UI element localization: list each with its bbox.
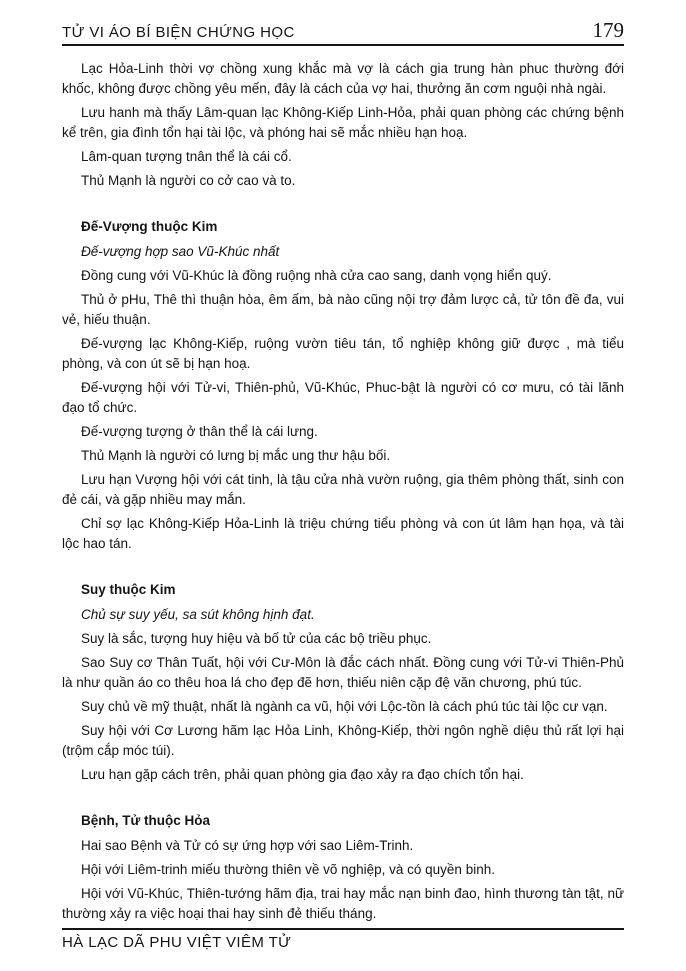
section-subtitle: Chủ sự suy yếu, sa sút không hịnh đạt. (81, 607, 315, 622)
page-header (62, 20, 624, 46)
paragraph: Suy hội với Cơ Lương hãm lạc Hỏa Linh, Không-Kiếp, thời ngôn nghề diệu thủ rất lợi hại (trộm cắp móc túi). (62, 723, 624, 758)
paragraph: Hai sao Bệnh và Tử có sự ứng hợp với sao Liêm-Trinh. (81, 838, 414, 853)
paragraph: Lâm-quan tượng tnân thể là cái cổ. (81, 149, 292, 164)
paragraph: Thủ Mạnh là người co cở cao và to. (81, 173, 296, 188)
paragraph: Hội với Liêm-trinh miếu thường thiên về võ nghiệp, và có quyền binh. (81, 862, 495, 877)
page-number: 179 (592, 18, 624, 42)
paragraph: Thủ Mạnh là người có lưng bị mắc ung thư hậu bối. (81, 448, 391, 463)
running-title: TỬ VI ÁO BÍ BIỆN CHỨNG HỌC (62, 24, 295, 41)
page-body (62, 59, 624, 928)
page-footer (62, 928, 624, 971)
paragraph: Lưu hanh mà thấy Lâm-quan lạc Không-Kiếp Linh-Hỏa, phải quan phòng các chứng bệnh kể trên, gia đình tổn hại tài lộc, và phóng hai sẽ mắc nhiều hạn hoạ. (62, 105, 624, 140)
paragraph: Chỉ sợ lạc Không-Kiếp Hỏa-Linh là triệu chứng tiểu phòng và con út lâm hạn họa, và tài lộc hao tán. (62, 516, 624, 551)
paragraph: Sao Suy cơ Thân Tuất, hội với Cư-Môn là đắc cách nhất. Đồng cung với Tử-vi Thiên-Phủ là như quần áo co thêu hoa lá cho đẹp đẽ hơn, thiếu niên cặp đệ văn chương, phú túc. (62, 655, 624, 690)
paragraph: Đế-vượng tượng ở thân thể là cái lưng. (81, 424, 318, 439)
paragraph: Suy là sắc, tượng huy hiệu và bố tử của các bộ triều phục. (81, 631, 432, 646)
paragraph: Đồng cung với Vũ-Khúc là đồng ruộng nhà cửa cao sang, danh vọng hiển quý. (81, 268, 552, 283)
paragraph: Suy chủ về mỹ thuật, nhất là ngành ca vũ, hội với Lộc-tồn là cách phú túc tài lộc cư vạn. (81, 699, 608, 714)
paragraph: Lưu hạn gặp cách trên, phải quan phòng gia đạo xảy ra đạo chích tổn hại. (81, 767, 524, 782)
section-heading: Đế-Vượng thuộc Kim (81, 219, 218, 234)
paragraph: Lạc Hỏa-Linh thời vợ chồng xung khắc mà vợ là cách gia trung hàn phuc thường đới khốc, không được chồng yêu mến, đây là cách của vợ hai, thưởng ăn cơm nguội nhà ngài. (62, 61, 624, 96)
paragraph: Thủ ở pHu, Thê thì thuận hòa, êm ấm, bà nào cũng nội trợ đảm lược cả, tử tôn đề đa, vui vẻ, hiếu thuận. (62, 292, 624, 327)
paragraph: Đế-vượng lạc Không-Kiếp, ruộng vườn tiêu tán, tổ nghiệp không giữ được , mà tiểu phòng, và con út sẽ bị hạn hoạ. (62, 336, 624, 371)
paragraph: Đế-vượng hội với Tử-vi, Thiên-phủ, Vũ-Khúc, Phuc-bật là người có cơ mưu, có tài lãnh đạo tổ chức. (62, 380, 624, 415)
section-subtitle: Đế-vượng hợp sao Vũ-Khúc nhất (81, 244, 280, 259)
footer-imprint: HÀ LẠC DÃ PHU VIỆT VIÊM TỬ (62, 934, 292, 951)
section-heading: Bệnh, Tử thuộc Hỏa (81, 813, 211, 828)
paragraph: Hội với Vũ-Khúc, Thiên-tướng hãm địa, trai hay mắc nạn binh đao, hình thương tàn tật, nữ thường xảy ra việc hoại thai hay sinh đẻ thiếu tháng. (62, 886, 624, 921)
section-heading: Suy thuộc Kim (81, 582, 176, 597)
paragraph: Lưu hạn Vượng hội với cát tinh, là tậu cửa nhà vườn ruộng, gia thêm phòng thất, sinh con đẻ cái, và gặp nhiều may mắn. (62, 472, 624, 507)
